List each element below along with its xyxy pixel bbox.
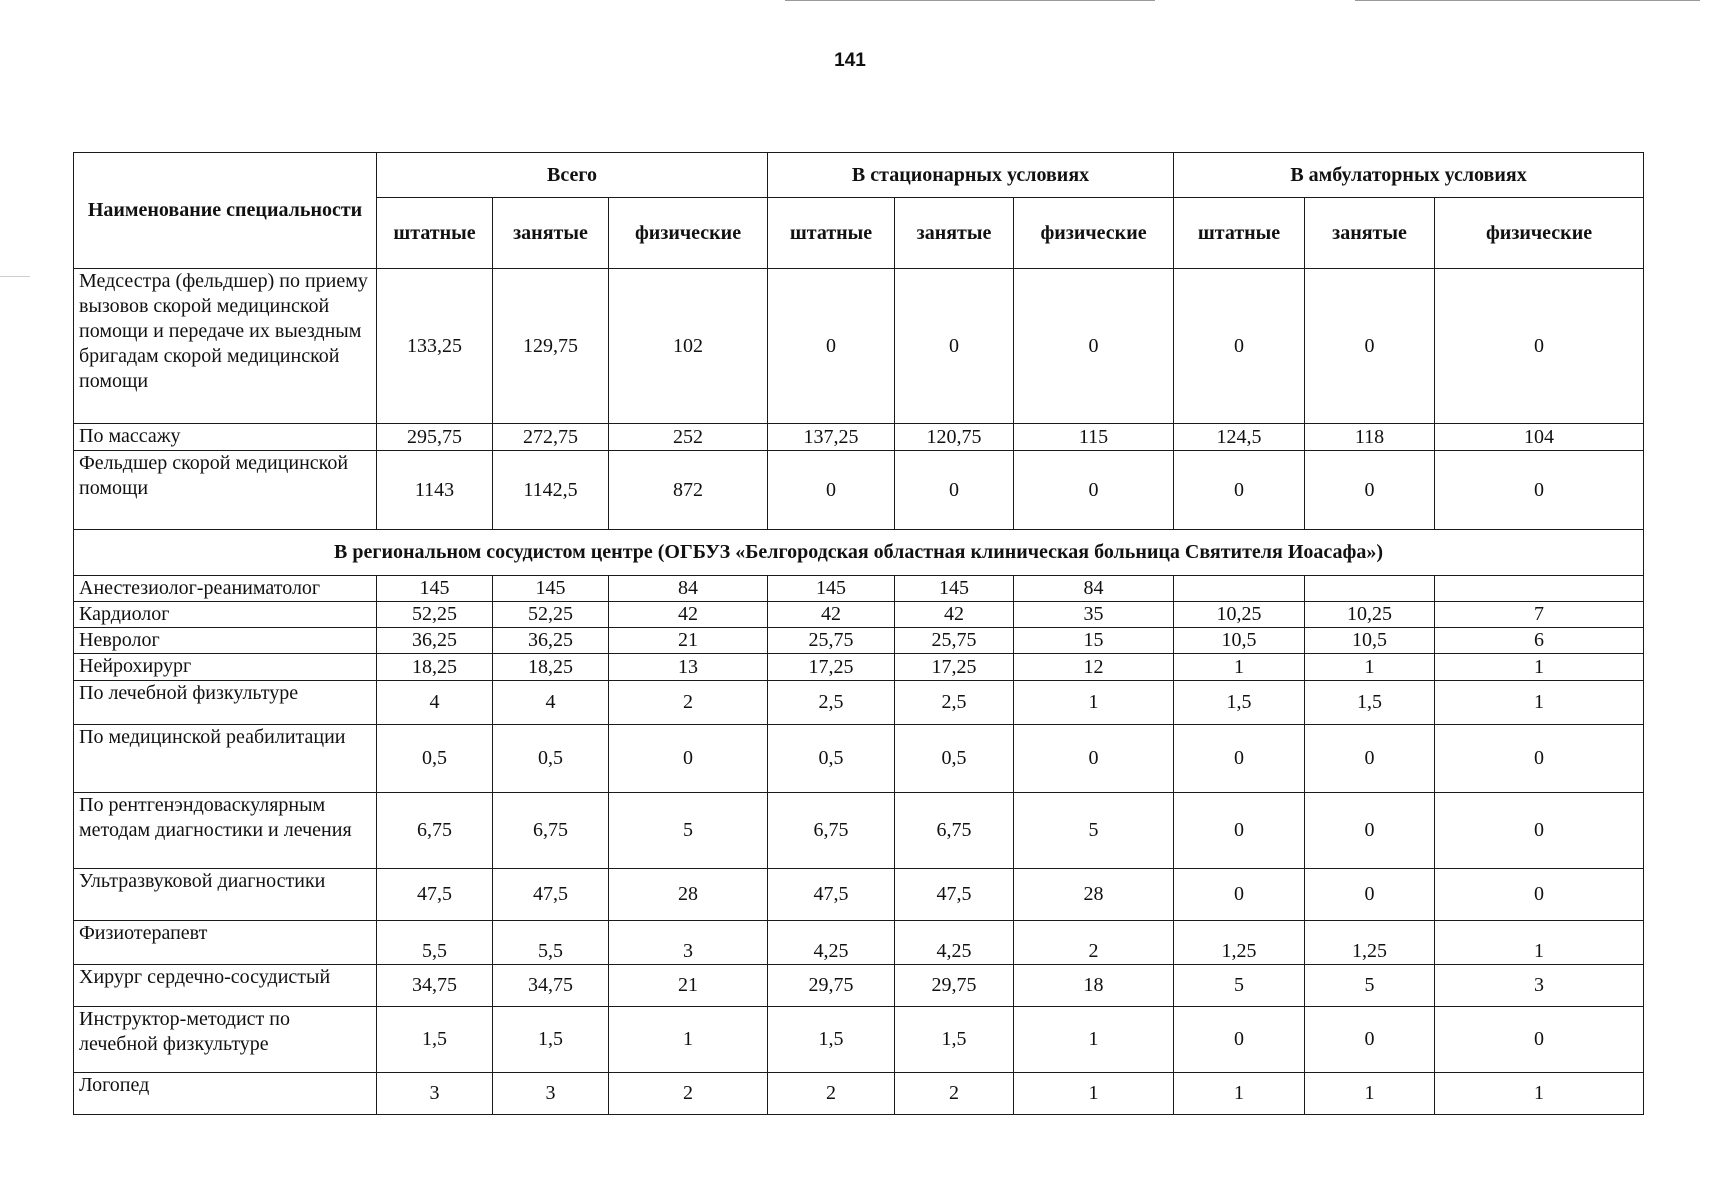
value-cell: 47,5 (377, 869, 493, 921)
value-cell: 0 (1305, 451, 1435, 530)
value-cell: 2,5 (895, 681, 1014, 725)
specialty-name: Анестезиолог-реаниматолог (74, 576, 377, 602)
specialty-name: По лечебной физкультуре (74, 681, 377, 725)
group-header-inpatient: В стационарных условиях (768, 153, 1174, 198)
value-cell: 18 (1014, 965, 1174, 1007)
value-cell: 21 (609, 628, 768, 654)
value-cell: 0 (1014, 725, 1174, 793)
value-cell: 12 (1014, 654, 1174, 681)
subheader-physical: физические (1014, 198, 1174, 269)
table-row (74, 869, 1644, 921)
value-cell: 115 (1014, 424, 1174, 451)
value-cell: 18,25 (493, 654, 609, 681)
value-cell: 25,75 (895, 628, 1014, 654)
value-cell: 1142,5 (493, 451, 609, 530)
subheader-staff: штатные (768, 198, 895, 269)
value-cell: 0 (1014, 451, 1174, 530)
table-row (74, 424, 1644, 451)
specialty-name: Логопед (74, 1073, 377, 1115)
table-row (74, 576, 1644, 602)
value-cell: 0 (768, 451, 895, 530)
table-row (74, 965, 1644, 1007)
value-cell: 34,75 (377, 965, 493, 1007)
value-cell: 0 (1435, 793, 1644, 869)
table-row (74, 654, 1644, 681)
group-header-outpatient: В амбулаторных условиях (1174, 153, 1644, 198)
value-cell: 42 (609, 602, 768, 628)
value-cell: 1 (1014, 1007, 1174, 1073)
value-cell: 118 (1305, 424, 1435, 451)
value-cell: 295,75 (377, 424, 493, 451)
value-cell: 145 (768, 576, 895, 602)
value-cell: 145 (377, 576, 493, 602)
value-cell: 29,75 (895, 965, 1014, 1007)
value-cell: 124,5 (1174, 424, 1305, 451)
table-row (74, 1073, 1644, 1115)
value-cell: 6,75 (895, 793, 1014, 869)
value-cell: 0 (1435, 269, 1644, 424)
specialty-name: По массажу (74, 424, 377, 451)
value-cell: 2 (895, 1073, 1014, 1115)
value-cell: 0,5 (493, 725, 609, 793)
group-header-total: Всего (377, 153, 768, 198)
value-cell: 4 (377, 681, 493, 725)
value-cell: 1143 (377, 451, 493, 530)
value-cell: 10,25 (1174, 602, 1305, 628)
value-cell: 47,5 (493, 869, 609, 921)
value-cell: 28 (609, 869, 768, 921)
value-cell: 1,5 (1174, 681, 1305, 725)
table-row (74, 269, 1644, 424)
specialty-name: Хирург сердечно-сосудистый (74, 965, 377, 1007)
table-row (74, 681, 1644, 725)
subheader-occupied: занятые (493, 198, 609, 269)
value-cell: 18,25 (377, 654, 493, 681)
value-cell: 1,5 (1305, 681, 1435, 725)
value-cell: 2 (1014, 921, 1174, 965)
value-cell: 47,5 (895, 869, 1014, 921)
value-cell: 872 (609, 451, 768, 530)
specialty-name: Медсестра (фельдшер) по приему вызовов скорой медицинской помощи и передаче их выездным бригадам скорой медицинской помощи (74, 269, 377, 424)
value-cell: 28 (1014, 869, 1174, 921)
subheader-staff: штатные (377, 198, 493, 269)
value-cell: 5,5 (493, 921, 609, 965)
value-cell: 133,25 (377, 269, 493, 424)
section-header-regional-vascular-center: В региональном сосудистом центре (ОГБУЗ «Белгородская областная клиническая больница Святителя Иоасафа») (74, 530, 1644, 576)
table-row (74, 451, 1644, 530)
value-cell: 6 (1435, 628, 1644, 654)
value-cell: 21 (609, 965, 768, 1007)
value-cell: 1 (1435, 654, 1644, 681)
specialty-name: Физиотерапевт (74, 921, 377, 965)
table-row (74, 1007, 1644, 1073)
subheader-physical: физические (609, 198, 768, 269)
table-row (74, 725, 1644, 793)
value-cell: 1,5 (768, 1007, 895, 1073)
value-cell: 17,25 (895, 654, 1014, 681)
table-row (74, 793, 1644, 869)
value-cell: 129,75 (493, 269, 609, 424)
value-cell: 272,75 (493, 424, 609, 451)
value-cell: 1,25 (1305, 921, 1435, 965)
value-cell: 0 (1174, 869, 1305, 921)
specialty-name: Фельдшер скорой медицинской помощи (74, 451, 377, 530)
value-cell: 1,25 (1174, 921, 1305, 965)
value-cell: 0 (1014, 269, 1174, 424)
value-cell: 29,75 (768, 965, 895, 1007)
value-cell: 5 (609, 793, 768, 869)
margin-mark (0, 276, 30, 277)
value-cell: 10,5 (1174, 628, 1305, 654)
value-cell: 5 (1305, 965, 1435, 1007)
subheader-staff: штатные (1174, 198, 1305, 269)
value-cell: 0 (1435, 869, 1644, 921)
value-cell: 52,25 (493, 602, 609, 628)
value-cell: 6,75 (377, 793, 493, 869)
value-cell: 0 (1174, 269, 1305, 424)
top-scan-rule (1355, 0, 1700, 1)
specialty-name: Нейрохирург (74, 654, 377, 681)
value-cell: 102 (609, 269, 768, 424)
value-cell: 0 (1305, 793, 1435, 869)
value-cell: 1 (1305, 1073, 1435, 1115)
value-cell: 137,25 (768, 424, 895, 451)
value-cell: 1 (1174, 654, 1305, 681)
value-cell: 1 (1435, 681, 1644, 725)
value-cell: 1,5 (377, 1007, 493, 1073)
value-cell: 5 (1014, 793, 1174, 869)
staffing-table (73, 152, 1644, 1115)
value-cell: 4,25 (768, 921, 895, 965)
value-cell: 0 (895, 269, 1014, 424)
value-cell (1435, 576, 1644, 602)
value-cell: 0 (1435, 725, 1644, 793)
value-cell: 15 (1014, 628, 1174, 654)
value-cell: 6,75 (768, 793, 895, 869)
value-cell: 252 (609, 424, 768, 451)
value-cell: 0 (1174, 725, 1305, 793)
value-cell: 0 (895, 451, 1014, 530)
value-cell: 10,25 (1305, 602, 1435, 628)
value-cell: 0,5 (768, 725, 895, 793)
value-cell: 0 (1174, 451, 1305, 530)
subheader-occupied: занятые (1305, 198, 1435, 269)
value-cell: 3 (493, 1073, 609, 1115)
value-cell: 52,25 (377, 602, 493, 628)
value-cell: 1 (1014, 1073, 1174, 1115)
value-cell: 0 (1305, 725, 1435, 793)
value-cell: 84 (1014, 576, 1174, 602)
value-cell: 1,5 (895, 1007, 1014, 1073)
value-cell: 3 (609, 921, 768, 965)
table-row (74, 628, 1644, 654)
specialty-name-header: Наименование специальности (74, 153, 377, 269)
value-cell: 42 (768, 602, 895, 628)
value-cell: 17,25 (768, 654, 895, 681)
value-cell: 0 (609, 725, 768, 793)
table-row (74, 602, 1644, 628)
specialty-name: Ультразвуковой диагностики (74, 869, 377, 921)
top-scan-rule (785, 0, 1155, 1)
value-cell: 1 (1305, 654, 1435, 681)
specialty-name: Кардиолог (74, 602, 377, 628)
specialty-name: Невролог (74, 628, 377, 654)
value-cell: 7 (1435, 602, 1644, 628)
subheader-physical: физические (1435, 198, 1644, 269)
value-cell: 120,75 (895, 424, 1014, 451)
value-cell: 2 (768, 1073, 895, 1115)
table-row (74, 921, 1644, 965)
value-cell: 104 (1435, 424, 1644, 451)
value-cell: 0 (1435, 1007, 1644, 1073)
value-cell: 5,5 (377, 921, 493, 965)
value-cell (1174, 576, 1305, 602)
value-cell: 1 (1435, 921, 1644, 965)
value-cell: 4 (493, 681, 609, 725)
value-cell: 3 (1435, 965, 1644, 1007)
value-cell: 2 (609, 1073, 768, 1115)
value-cell: 145 (895, 576, 1014, 602)
value-cell: 34,75 (493, 965, 609, 1007)
value-cell: 0 (1435, 451, 1644, 530)
value-cell: 0 (768, 269, 895, 424)
value-cell: 35 (1014, 602, 1174, 628)
value-cell (1305, 576, 1435, 602)
value-cell: 4,25 (895, 921, 1014, 965)
value-cell: 47,5 (768, 869, 895, 921)
value-cell: 0 (1305, 269, 1435, 424)
value-cell: 25,75 (768, 628, 895, 654)
value-cell: 0,5 (895, 725, 1014, 793)
specialty-name: По медицинской реабилитации (74, 725, 377, 793)
value-cell: 0 (1305, 1007, 1435, 1073)
value-cell: 0 (1305, 869, 1435, 921)
value-cell: 42 (895, 602, 1014, 628)
value-cell: 36,25 (377, 628, 493, 654)
value-cell: 13 (609, 654, 768, 681)
value-cell: 2,5 (768, 681, 895, 725)
value-cell: 2 (609, 681, 768, 725)
value-cell: 1 (609, 1007, 768, 1073)
page-number: 141 (834, 50, 866, 71)
value-cell: 1 (1435, 1073, 1644, 1115)
value-cell: 10,5 (1305, 628, 1435, 654)
specialty-name: По рентгенэндоваскулярным методам диагностики и лечения (74, 793, 377, 869)
value-cell: 1 (1174, 1073, 1305, 1115)
value-cell: 0 (1174, 1007, 1305, 1073)
value-cell: 1 (1014, 681, 1174, 725)
value-cell: 6,75 (493, 793, 609, 869)
value-cell: 36,25 (493, 628, 609, 654)
value-cell: 84 (609, 576, 768, 602)
specialty-name: Инструктор-методист по лечебной физкультуре (74, 1007, 377, 1073)
value-cell: 0,5 (377, 725, 493, 793)
value-cell: 145 (493, 576, 609, 602)
value-cell: 1,5 (493, 1007, 609, 1073)
value-cell: 3 (377, 1073, 493, 1115)
value-cell: 0 (1174, 793, 1305, 869)
subheader-occupied: занятые (895, 198, 1014, 269)
value-cell: 5 (1174, 965, 1305, 1007)
